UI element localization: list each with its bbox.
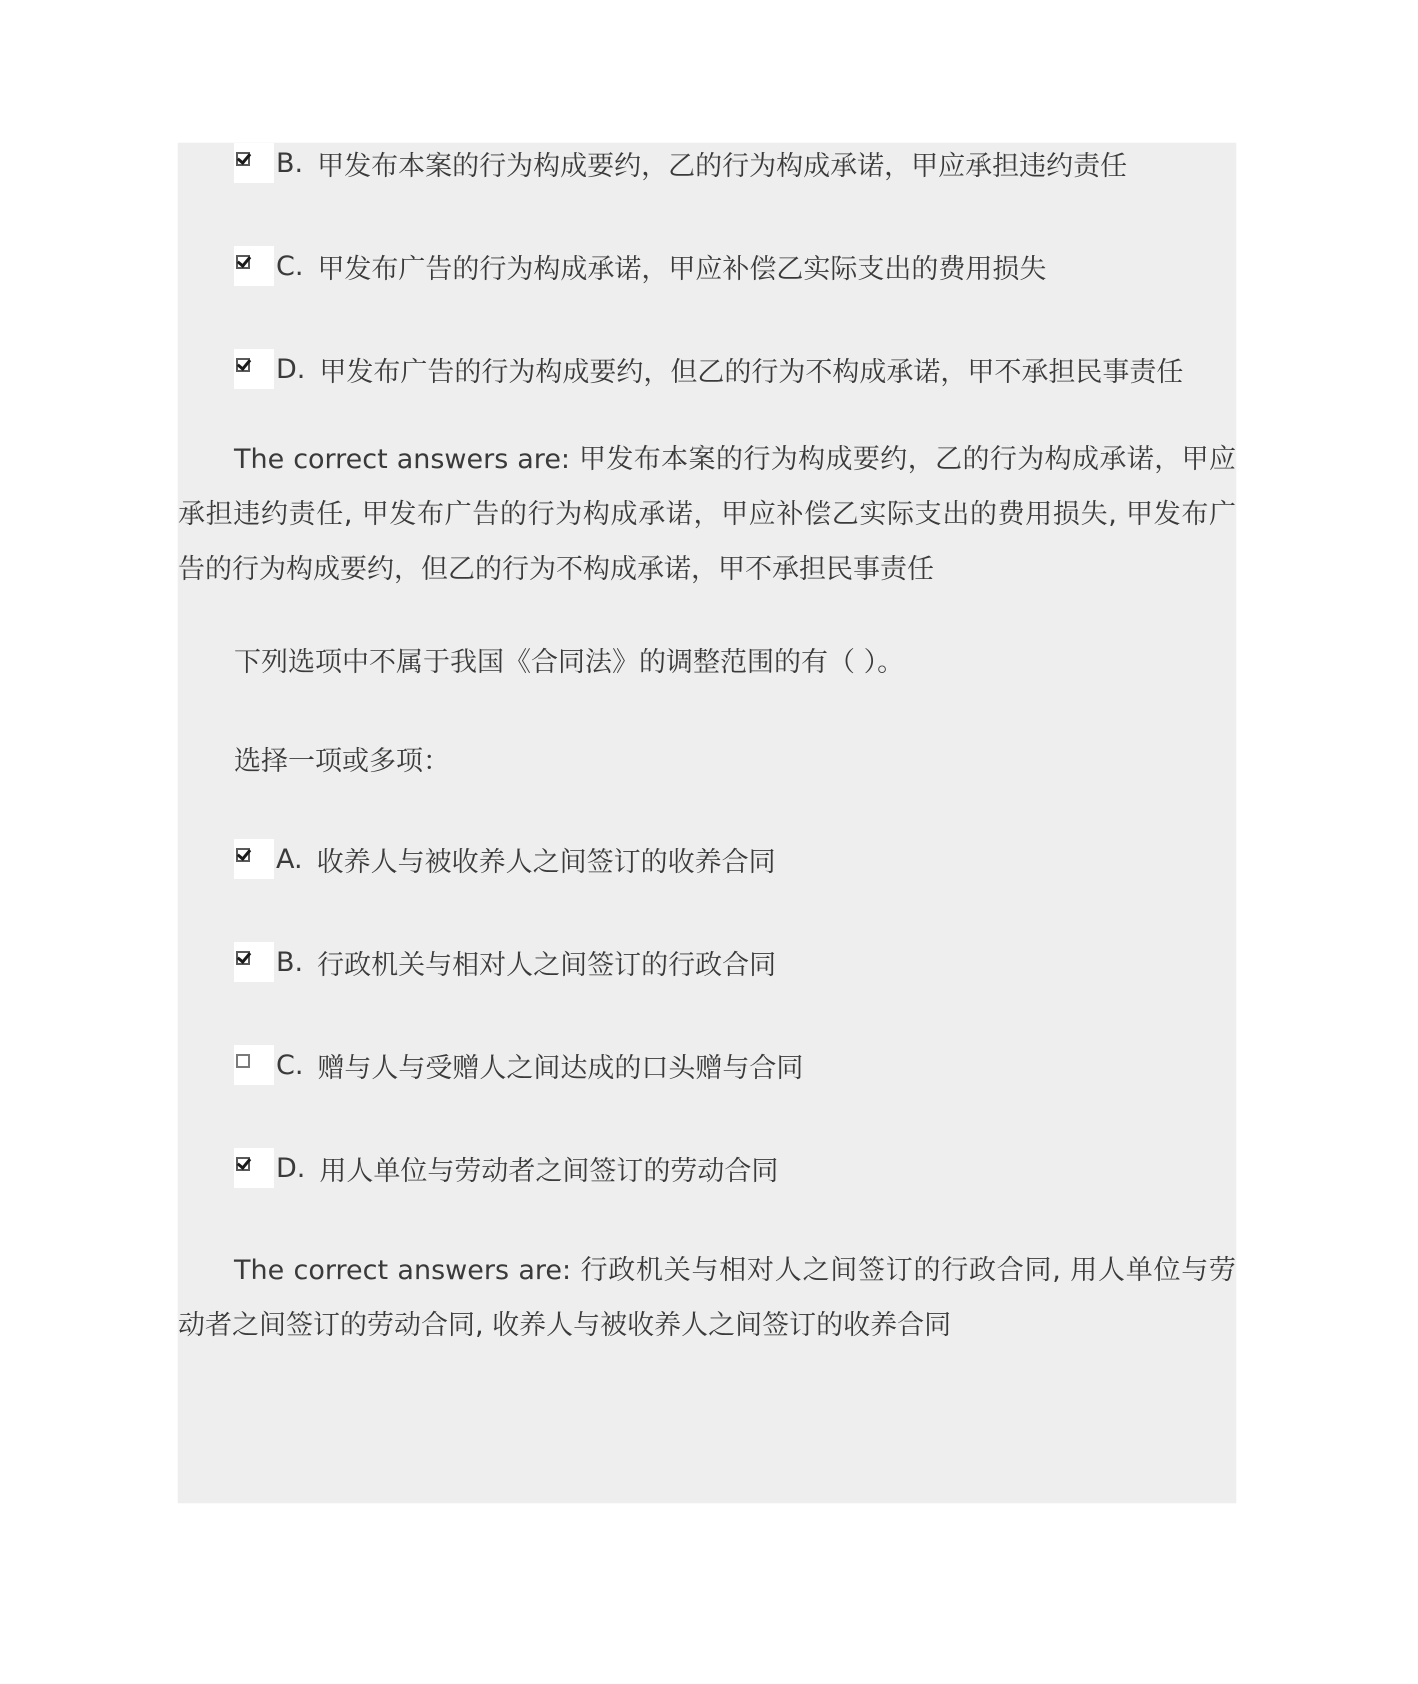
q2-option-b-letter: B. [276, 946, 304, 978]
q2-option-b-checkbox[interactable] [234, 942, 274, 982]
checkbox-checked-icon [236, 358, 250, 372]
q2-option-b-text: 行政机关与相对人之间签订的行政合同 [317, 949, 777, 981]
q2-option-a-letter: A. [276, 843, 303, 875]
q1-option-c-checkbox[interactable] [234, 246, 274, 286]
q2-question-text: 下列选项中不属于我国《合同法》的调整范围的有（ ）。 [234, 647, 905, 678]
q2-correct-answers: The correct answers are: 行政机关与相对人之间签订的行政合同, 用人单位与劳动者之间签订的劳动合同, 收养人与被收养人之间签订的收养合同 [178, 1255, 1236, 1341]
checkbox-checked-icon [236, 848, 250, 862]
q1-correct-answers: The correct answers are: 甲发布本案的行为构成要约，乙的行为构成承诺，甲应承担违约责任, 甲发布广告的行为构成承诺，甲应补偿乙实际支出的费用损失, 甲发布广告的行为构成要约，但乙的行为不构成承诺，甲不承担民事责任 [178, 444, 1236, 585]
q2-option-d[interactable] [234, 1148, 778, 1188]
q1-option-b-checkbox[interactable] [234, 143, 274, 183]
q2-option-c-checkbox[interactable] [234, 1045, 274, 1085]
q1-option-c-text: 甲发布广告的行为构成承诺，甲应补偿乙实际支出的费用损失 [317, 253, 1047, 285]
q2-option-c-letter: C. [276, 1049, 304, 1081]
q1-option-d-checkbox[interactable] [234, 349, 274, 389]
q2-option-b[interactable] [234, 942, 776, 982]
checkbox-checked-icon [236, 152, 250, 166]
q1-option-b-text: 甲发布本案的行为构成要约，乙的行为构成承诺，甲应承担违约责任 [317, 150, 1128, 182]
q2-option-c-text: 赠与人与受赠人之间达成的口头赠与合同 [317, 1052, 804, 1084]
q1-option-b-letter: B. [276, 147, 304, 179]
q1-option-c-letter: C. [276, 250, 304, 282]
q1-option-b[interactable] [234, 143, 1127, 183]
q1-option-d[interactable] [234, 349, 1183, 389]
q1-option-d-text: 甲发布广告的行为构成要约，但乙的行为不构成承诺，甲不承担民事责任 [319, 356, 1184, 388]
q2-option-a-text: 收养人与被收养人之间签订的收养合同 [316, 846, 776, 878]
q1-option-c[interactable] [234, 246, 1046, 286]
q2-option-d-letter: D. [276, 1152, 306, 1184]
checkbox-checked-icon [236, 255, 250, 269]
quiz-review-panel [178, 143, 1236, 1503]
q2-instruction: 选择一项或多项： [234, 746, 450, 777]
checkbox-checked-icon [236, 951, 250, 965]
q2-option-d-text: 用人单位与劳动者之间签订的劳动合同 [319, 1155, 779, 1187]
checkbox-unchecked-icon [236, 1054, 250, 1068]
q2-option-c[interactable] [234, 1045, 803, 1085]
q2-option-a[interactable] [234, 839, 776, 879]
q2-option-a-checkbox[interactable] [234, 839, 274, 879]
q2-option-d-checkbox[interactable] [234, 1148, 274, 1188]
q1-option-d-letter: D. [276, 353, 306, 385]
checkbox-checked-icon [236, 1157, 250, 1171]
